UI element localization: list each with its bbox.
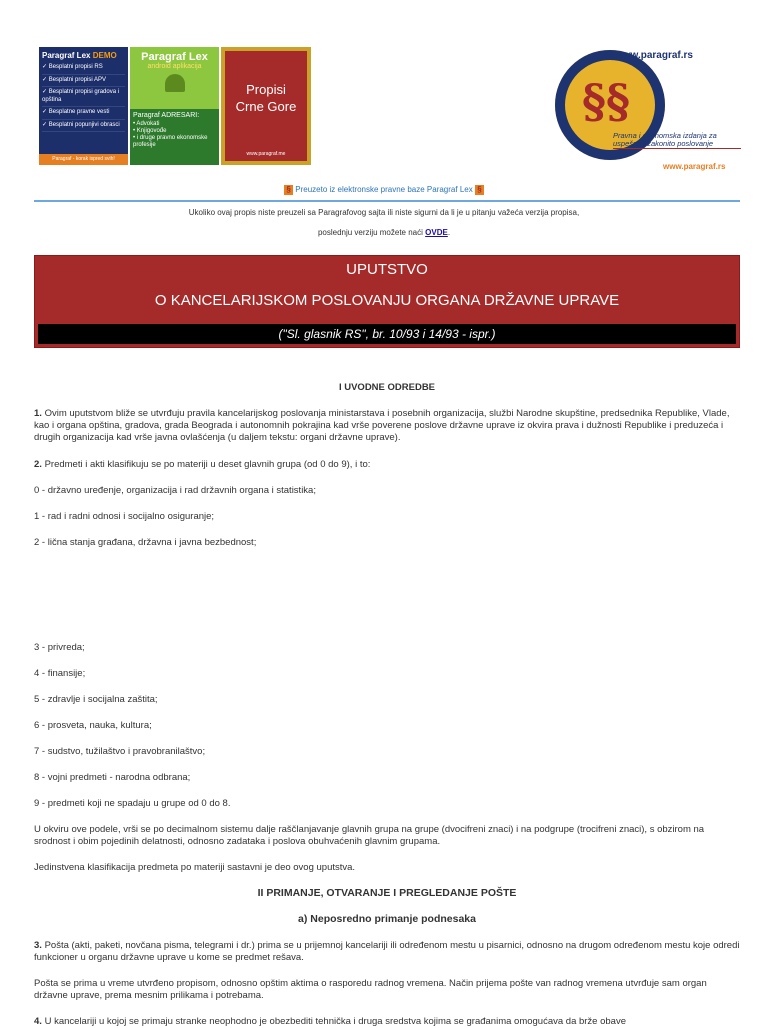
banner-cg-line1: Propisi (246, 82, 286, 97)
paragraf-icon: § (475, 185, 484, 195)
banner-paragraf-lex-app[interactable] (130, 47, 219, 165)
banner-lex-app-subtitle: android aplikacija (147, 63, 202, 70)
paragraph-3b: Pošta se prima u vreme utvrđeno propisom, odnosno opštim aktima o rasporedu radnog vremena. Način prijema pošte van radnog vremena utvrđuje sam organ državne uprave, prema mesnim prilikama i potrebama. (34, 978, 707, 1001)
list-item: 2 - lična stanja građana, državna i javna bezbednost; (34, 537, 257, 548)
section-heading: I UVODNE ODREDBE (338, 382, 436, 393)
list-item: • Knjigovođe (133, 128, 167, 134)
list-item: ✓ Besplatni propisi APV (42, 75, 125, 88)
list-item: 1 - rad i radni odnosi i socijalno osiguranje; (34, 511, 215, 522)
paragraph-jedinstvena: Jedinstvena klasifikacija predmeta po materiji sastavni je deo ovog uputstva. (34, 862, 356, 873)
banner-propisi-crne-gore[interactable] (221, 47, 311, 165)
document-source: ("Sl. glasnik RS", br. 10/93 i 14/93 - ispr.) (38, 324, 736, 344)
banner-paragraf-lex-demo[interactable] (39, 47, 128, 165)
logo-tagline: Pravna i ekonomska izdanja za uspešno i zakonito poslovanje (613, 132, 741, 149)
banner-cg-url: www.paragraf.me (246, 151, 286, 157)
logo-link[interactable]: www.paragraf.rs (663, 162, 726, 171)
subsection-heading: a) Neposredno primanje podnesaka (298, 913, 476, 925)
list-item: ✓ Besplatni popunjivi obrasci (42, 120, 125, 133)
list-item: ✓ Besplatni propisi gradova i opština (42, 87, 125, 107)
banner-lex-demo-title: Paragraf Lex DEMO (42, 51, 117, 60)
paragraf-logo[interactable] (555, 50, 740, 171)
paragraph-3: 3. Pošta (akti, paketi, novčana pisma, telegrami i dr.) prima se u prijemnoj kancelariji ili određenom mestu u pisarnici, odnosno na drugom određenom mestu koje odredi funkcioner u organu državne uprave u kome se predmet rešava. (34, 940, 740, 963)
paragraph-4: 4. U kancelariji u kojoj se primaju stranke neophodno je obezbediti tehnička i druga sredstva kojima se građanima omogućava da brže obave (34, 1016, 626, 1027)
document-title-box (34, 255, 740, 348)
paragraph-1: 1. Ovim uputstvom bliže se utvrđuju pravila kancelarijskog poslovanja ministarstava i posebnih organizacija, službi Narodne skupštine, predsednika Republike, Vlade, kao i organa opština, gradova, grada Beograda i autonomnih pokrajina kad vrše poverene poslove državne uprave iz okvira prava i dužnosti Republike i preduzeća i drugih organizacija kad vrše javna ovlašćenja (u daljem tekstu: organi državne uprave). (34, 408, 730, 443)
list-item: ✓ Besplatni propisi RS (42, 62, 125, 75)
notice-line-2: poslednju verziju možete naći OVDE. (317, 228, 451, 237)
list-item: 3 - privreda; (34, 642, 85, 653)
document-subtitle: O KANCELARIJSKOM POSLOVANJU ORGANA DRŽAVNE UPRAVE (154, 292, 620, 309)
list-item: 0 - državno uređenje, organizacija i rad državnih organa i statistika; (34, 485, 316, 496)
paragraph-2: 2. Predmeti i akti klasifikuju se po materiji u deset glavnih grupa (od 0 do 9), i to: (34, 459, 371, 470)
list-item: • Advokati (133, 121, 160, 127)
paragraf-icon: § (284, 185, 293, 195)
ovde-link[interactable]: OVDE (425, 228, 448, 237)
notice-line-1: Ukoliko ovaj propis niste preuzeli sa Paragrafovog sajta ili niste sigurni da li je u pitanju važeća verzija propisa, (188, 208, 580, 217)
paragraf-seal-icon: §§ (555, 50, 665, 160)
banner-adresari-title: Paragraf ADRESARI: (133, 112, 200, 119)
list-item: 8 - vojni predmeti - narodna odbrana; (34, 772, 191, 783)
section-heading: II PRIMANJE, OTVARANJE I PREGLEDANJE POŠTE (257, 887, 517, 899)
list-item: • i druge pravno ekonomske profesije (133, 135, 208, 148)
banner-lex-demo-footer: Paragraf - korak ispred svih! (39, 154, 128, 166)
list-item: 6 - prosveta, nauka, kultura; (34, 720, 152, 731)
list-item: 5 - zdravlje i socijalna zaštita; (34, 694, 158, 705)
logo-www: www.paragraf.rs (615, 50, 693, 61)
list-item: ✓ Besplatne pravne vesti (42, 107, 125, 120)
banner-cg-line2: Crne Gore (235, 99, 297, 114)
divider (34, 200, 740, 202)
banner-lex-app-title: Paragraf Lex (141, 51, 208, 63)
list-item: 4 - finansije; (34, 668, 86, 679)
banner-lex-demo-list (39, 62, 128, 132)
document-title: UPUTSTVO (346, 261, 428, 278)
paragraph-decimal: U okviru ove podele, vrši se po decimalnom sistemu dalje raščlanjavanje glavnih grupa na grupe (dvocifreni znaci) i na podgrupe (trocifreni znaci), s obzirom na srodnost i obim pojedinih delatnosti, odnosno zadataka i poslova obuhvaćenih glavnim grupama. (34, 824, 705, 847)
list-item: 9 - predmeti koji ne spadaju u grupe od 0 do 8. (34, 798, 231, 809)
source-line: § Preuzeto iz elektronske pravne baze Paragraf Lex § (0, 185, 768, 195)
list-item: 7 - sudstvo, tužilaštvo i pravobranilaštvo; (34, 746, 206, 757)
android-icon (165, 74, 185, 92)
